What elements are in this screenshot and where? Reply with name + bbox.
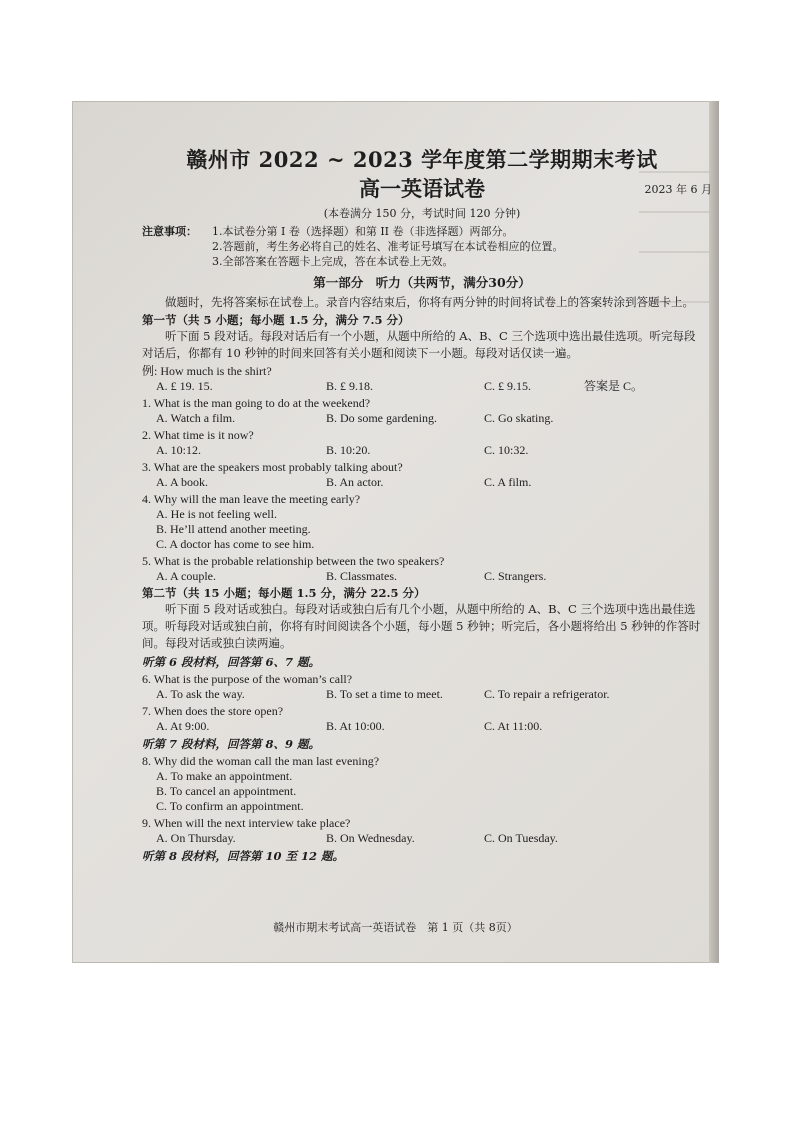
question-1: 1. What is the man going to do at the weekend? — [142, 396, 371, 410]
section1-instructions: 听下面 5 段对话。每段对话后有一个小题，从题中所给的 A、B、C 三个选项中选出最佳选项。听完每段对话后，你都有 10 秒钟的时间来回答有关小题和阅读下一小题。每段对话仅读一遍。 — [142, 329, 696, 360]
question-6: 6. What is the purpose of the woman’s call? — [142, 672, 353, 686]
question-9: 9. When will the next interview take place? — [142, 816, 351, 830]
option-a: A. A book. — [156, 475, 209, 489]
option-a: A. £ 19. 15. — [156, 379, 213, 393]
option-a: A. On Thursday. — [156, 831, 236, 845]
question-3: 3. What are the speakers most probably talking about? — [142, 460, 403, 474]
option-a: A. 10:12. — [156, 443, 201, 457]
option-c: C. Go skating. — [484, 411, 554, 425]
exam-subtitle: 高一英语试卷 — [359, 176, 485, 201]
example-options — [142, 379, 702, 394]
material-heading: 听第 7 段材料，回答第 8、9 题。 — [142, 737, 321, 751]
options-1 — [142, 411, 702, 426]
option-b: B. He’ll attend another meeting. — [156, 522, 311, 536]
options-2 — [142, 443, 702, 458]
option-c: C. £ 9.15. — [484, 379, 532, 393]
option-a: A. To make an appointment. — [156, 769, 293, 783]
option-b: B. £ 9.18. — [326, 379, 374, 393]
notes-label: 注意事项： — [142, 225, 197, 238]
question-5: 5. What is the probable relationship between the two speakers? — [142, 554, 445, 568]
note-row — [142, 224, 702, 239]
options-5 — [142, 569, 702, 584]
notes — [142, 224, 702, 269]
exam-page — [142, 146, 712, 864]
option-b: B. At 10:00. — [326, 719, 385, 733]
exam-photo — [72, 101, 719, 963]
option-b: B. To set a time to meet. — [326, 687, 443, 701]
question-2: 2. What time is it now? — [142, 428, 254, 442]
option-a: A. He is not feeling well. — [156, 507, 277, 521]
option-b: B. 10:20. — [326, 443, 371, 457]
section2-title: 第二节（共 15 小题；每小题 1.5 分，满分 22.5 分） — [142, 586, 426, 600]
example-answer: 答案是 C。 — [584, 379, 644, 393]
option-b: B. Classmates. — [326, 569, 397, 583]
option-b: B. On Wednesday. — [326, 831, 415, 845]
options-4 — [142, 507, 702, 552]
option-a: A. At 9:00. — [156, 719, 210, 733]
question-4: 4. Why will the man leave the meeting early? — [142, 492, 361, 506]
option-a: A. A couple. — [156, 569, 216, 583]
note-item: 1.本试卷分第 I 卷（选择题）和第 II 卷（非选择题）两部分。 — [212, 225, 514, 238]
question-8: 8. Why did the woman call the man last evening? — [142, 754, 380, 768]
option-c: C. At 11:00. — [484, 719, 543, 733]
example-question: 例: How much is the shirt? — [142, 364, 272, 378]
option-c: C. 10:32. — [484, 443, 529, 457]
material-heading: 听第 8 段材料，回答第 10 至 12 题。 — [142, 849, 345, 863]
options-9 — [142, 831, 702, 846]
options-6 — [142, 687, 702, 702]
exam-title: 赣州市 2022 ~ 2023 学年度第二学期期末考试 — [186, 147, 658, 172]
subtitle-row — [142, 174, 712, 204]
options-7 — [142, 719, 702, 734]
option-c: C. A doctor has come to see him. — [156, 537, 315, 551]
page-edge — [709, 101, 719, 963]
exam-date: 2023 年 6 月 — [644, 183, 712, 196]
note-item: 2.答题前，考生务必将自己的姓名、准考证号填写在本试卷相应的位置。 — [212, 240, 564, 253]
option-b: B. Do some gardening. — [326, 411, 437, 425]
option-c: C. To confirm an appointment. — [156, 799, 304, 813]
part1-intro: 做题时，先将答案标在试卷上。录音内容结束后，你将有两分钟的时间将试卷上的答案转涂到答题卡上。 — [165, 295, 694, 309]
option-c: C. Strangers. — [484, 569, 547, 583]
note-item: 3.全部答案在答题卡上完成，答在本试卷上无效。 — [212, 255, 454, 268]
option-a: A. To ask the way. — [156, 687, 245, 701]
option-a: A. Watch a film. — [156, 411, 236, 425]
option-c: C. On Tuesday. — [484, 831, 558, 845]
options-3 — [142, 475, 702, 490]
page-footer: 赣州市期末考试高一英语试卷 第 1 页（共 8页） — [273, 921, 518, 934]
score-info: (本卷满分 150 分，考试时间 120 分钟) — [323, 207, 521, 220]
part1-title: 第一部分 听力（共两节，满分30分） — [313, 275, 531, 290]
section1-title: 第一节（共 5 小题；每小题 1.5 分，满分 7.5 分） — [142, 313, 410, 327]
option-c: C. A film. — [484, 475, 532, 489]
question-7: 7. When does the store open? — [142, 704, 284, 718]
section2-instructions: 听下面 5 段对话或独白。每段对话或独白后有几个小题，从题中所给的 A、B、C 三个选项中选出最佳选项。听每段对话或独白前，你将有时间阅读各个小题，每小题 5 秒钟；听完后，各小题将给出 5 秒钟的作答时间。每段对话或独白读两遍。 — [142, 602, 701, 650]
options-8 — [142, 769, 702, 814]
material-heading: 听第 6 段材料，回答第 6、7 题。 — [142, 655, 321, 669]
option-c: C. To repair a refrigerator. — [484, 687, 610, 701]
option-b: B. To cancel an appointment. — [156, 784, 297, 798]
option-b: B. An actor. — [326, 475, 384, 489]
